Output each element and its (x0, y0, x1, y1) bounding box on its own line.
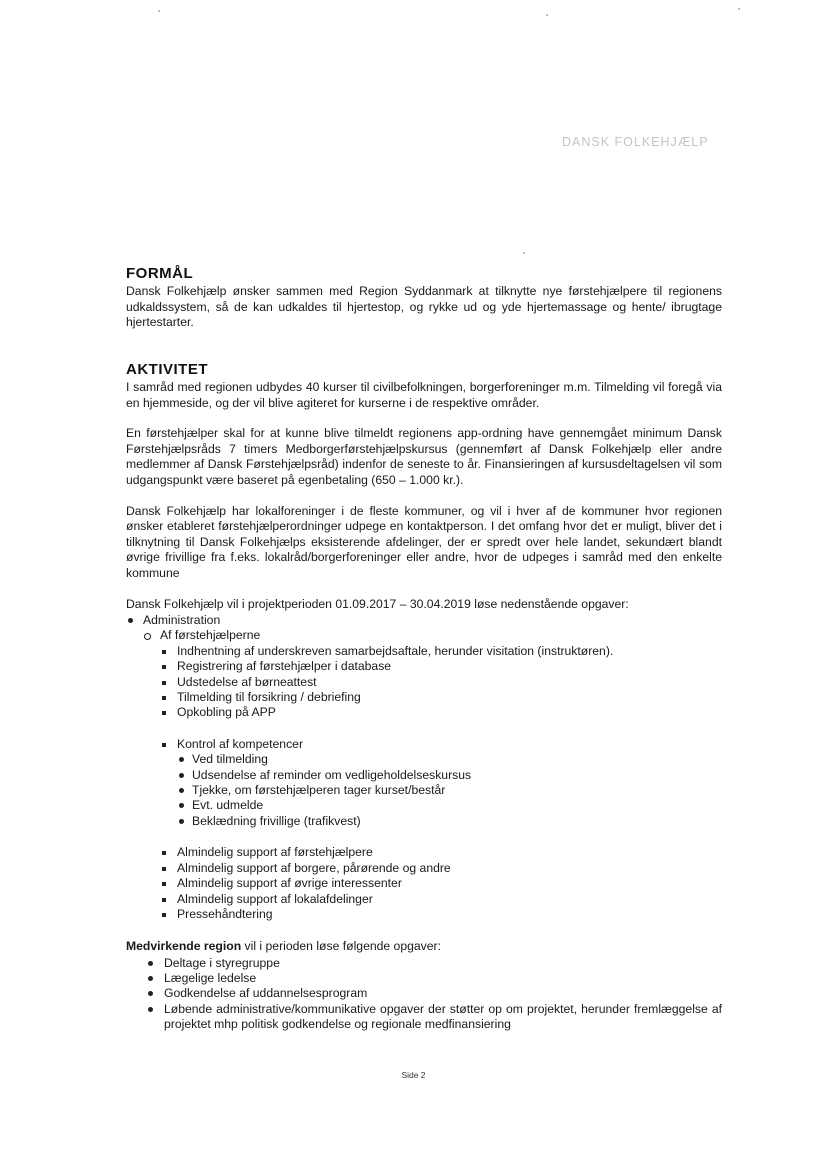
bullet-icon (128, 618, 133, 623)
page-number: Side 2 (401, 1070, 426, 1080)
list-item-text: Deltage i styregruppe (164, 955, 280, 970)
list-item-text: Ved tilmelding (192, 752, 268, 767)
task-sublist (143, 628, 722, 922)
aktivitet-heading: AKTIVITET (126, 361, 208, 378)
medvirkende-intro (126, 939, 722, 955)
bullet-icon (179, 819, 184, 824)
organization-logo: DANSK FOLKEHJÆLP (562, 135, 709, 149)
list-item-text: Udsendelse af reminder om vedligeholdelseskursus (192, 767, 472, 782)
square-bullet-icon (162, 696, 166, 700)
square-bullet-icon (162, 681, 166, 685)
task-group-1 (160, 644, 722, 923)
square-bullet-icon (162, 743, 166, 747)
list-item (146, 971, 722, 986)
section-aktivitet (126, 361, 722, 612)
admin-label: Administration (143, 613, 221, 627)
list-item (160, 644, 722, 659)
list-item (160, 675, 722, 690)
list-item-text: Indhentning af underskreven samarbejdsaftale, herunder visitation (instruktøren). (177, 643, 614, 658)
bullet-icon (179, 803, 184, 808)
scan-speck (523, 252, 525, 254)
list-item (160, 659, 722, 674)
list-item-text: Registrering af førstehjælper i database (177, 659, 392, 674)
kontrol-list (177, 752, 722, 829)
medvirkende-bold: Medvirkende region (126, 939, 242, 953)
square-bullet-icon (162, 665, 166, 669)
scan-speck (738, 8, 740, 10)
list-item-text: Pressehåndtering (177, 906, 273, 921)
list-item-text: Godkendelse af uddannelsesprogram (164, 986, 368, 1001)
scan-speck (546, 14, 548, 16)
list-item-text: Almindelig support af førstehjælpere (177, 845, 373, 860)
square-bullet-icon (162, 882, 166, 886)
medvirkende-rest: vil i perioden løse følgende opgaver: (241, 939, 441, 953)
kontrol-label: Kontrol af kompetencer (177, 736, 304, 751)
list-item-text: Almindelig support af lokalafdelinger (177, 891, 373, 906)
square-bullet-icon (162, 851, 166, 855)
bullet-icon (179, 788, 184, 793)
list-item (146, 986, 722, 1001)
list-item (160, 705, 722, 720)
aktivitet-paragraph-2: En førstehjælper skal for at kunne blive tilmeldt regionens app-ordning have gennemgået minimum Dansk Førstehjælpsråds 7 timers Medborgerførstehjælpskursus (gennemført af Dansk Folkehjælp eller andre medlemmer af Dansk Førstehjælpsråd) indenfor de seneste to år. Finansieringen af kursusdeltagelsen vil som udgangspunkt være baseret på egenbetaling (650 – 1.000 kr.). (126, 426, 722, 487)
medvirkende-list (146, 956, 722, 1033)
formal-paragraph: Dansk Folkehjælp ønsker sammen med Region Syddanmark at tilknytte nye førstehjælpere til regionens udkaldssystem, så de kan udkaldes til hjertestop, og rykke ud og yde hjertemassage og hente/ ibrugtage hjertestarter. (126, 284, 722, 330)
square-bullet-icon (162, 913, 166, 917)
section-formal (126, 265, 722, 331)
scan-speck (158, 10, 160, 12)
list-item (143, 628, 722, 922)
list-item-text: Tjekke, om førstehjælperen tager kurset/består (192, 783, 446, 798)
list-item (177, 752, 722, 767)
circle-bullet-icon (144, 633, 151, 640)
list-item-text: Løbende administrative/kommunikative opgaver der støtter op om projektet, herunder fremlæggelse af projektet mhp politisk godkendelse og regionale medfinansiering (164, 1001, 722, 1032)
list-item (160, 907, 722, 922)
formal-heading: FORMÅL (126, 265, 194, 282)
list-item-text: Lægelige ledelse (164, 971, 257, 985)
aktivitet-paragraph-3: Dansk Folkehjælp har lokalforeninger i de fleste kommuner, og vil i hver af de kommuner hvor regionen ønsker etableret førstehjælperordninger udpege en kontaktperson. I det omfang hvor det er muligt, bliver det i tilknytning til Dansk Folkehjælps eksisterende afdelinger, der er spredt over hele landet, sekundært blandt øvrige frivillige fra f.eks. lokalråd/borgerforeninger eller andre, hvor de udpeges i samråd med den enkelte kommune (126, 503, 722, 580)
square-bullet-icon (162, 867, 166, 871)
list-item (160, 876, 722, 891)
bullet-icon (179, 773, 184, 778)
list-item (146, 956, 722, 971)
list-item-text: Tilmelding til forsikring / debriefing (177, 690, 361, 705)
task-list (126, 613, 722, 922)
list-item-text: Udstedelse af børneattest (177, 674, 317, 689)
sub-label: Af førstehjælperne (160, 628, 261, 643)
square-bullet-icon (162, 898, 166, 902)
aktivitet-paragraph-4: Dansk Folkehjælp vil i projektperioden 01.09.2017 – 30.04.2019 løse nedenstående opgaver: (126, 596, 629, 611)
list-item (146, 1002, 722, 1033)
list-spacer (160, 829, 722, 845)
bullet-icon (148, 976, 153, 981)
list-item (160, 737, 722, 829)
bullet-icon (179, 757, 184, 762)
list-spacer (160, 721, 722, 737)
list-item-text: Almindelig support af borgere, pårørende og andre (177, 860, 451, 875)
list-item-text: Beklædning frivillige (trafikvest) (192, 813, 361, 828)
bullet-icon (148, 1007, 153, 1012)
list-item (160, 892, 722, 907)
list-item-text: Evt. udmelde (192, 798, 264, 813)
square-bullet-icon (162, 711, 166, 715)
list-item (160, 845, 722, 860)
list-item (160, 690, 722, 705)
list-item (177, 768, 722, 783)
list-item (160, 861, 722, 876)
list-item-text: Opkobling på APP (177, 705, 276, 720)
list-item (177, 783, 722, 798)
list-item (177, 814, 722, 829)
list-item (177, 798, 722, 813)
bullet-icon (148, 991, 153, 996)
aktivitet-paragraph-1: I samråd med regionen udbydes 40 kurser til civilbefolkningen, borgerforeninger m.m. Tilmelding vil foregå via en hjemmeside, og der vil blive agiteret for kurserne i de respektive områder. (126, 380, 722, 410)
list-item-text: Almindelig support af øvrige interessenter (177, 876, 402, 891)
bullet-icon (148, 961, 153, 966)
square-bullet-icon (162, 650, 166, 654)
list-item (126, 613, 722, 922)
section-medvirkende (126, 939, 722, 1033)
